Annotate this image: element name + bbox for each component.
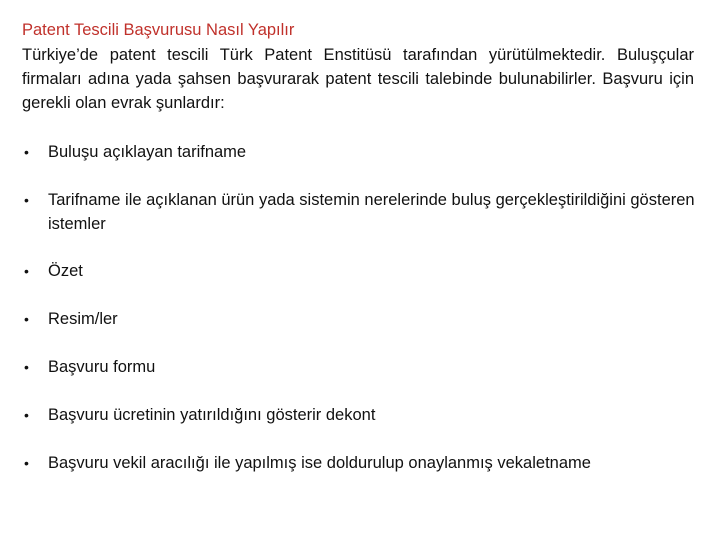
bullet-icon: • xyxy=(24,359,29,375)
bullet-icon: • xyxy=(24,311,29,327)
bullet-icon: • xyxy=(24,263,29,279)
list-item-text: Tarifname ile açıklanan ürün yada sistemin nerelerinde buluş gerçekleştirildiğini gösteren istemler xyxy=(48,191,695,233)
list-item xyxy=(22,355,698,379)
list-item xyxy=(22,307,698,331)
list-item xyxy=(22,403,698,427)
list-item-text: Buluşu açıklayan tarifname xyxy=(48,143,247,161)
list-item xyxy=(22,451,698,475)
intro-paragraph: Türkiye’de patent tescili Türk Patent Enstitüsü tarafından yürütülmektedir. Buluşçular firmaları adına yada şahsen başvurarak patent tescili talebinde bulunabilirler. Başvuru için gerekli olan evrak şunlardır: xyxy=(22,46,694,112)
bullet-icon: • xyxy=(24,407,29,423)
list-item-text: Başvuru ücretinin yatırıldığını gösterir dekont xyxy=(48,406,376,424)
list-item xyxy=(22,140,698,164)
bullet-icon: • xyxy=(24,144,29,160)
list-item-text: Başvuru formu xyxy=(48,358,156,376)
list-item xyxy=(22,188,698,236)
list-item xyxy=(22,259,698,283)
bullet-icon: • xyxy=(24,455,29,471)
list-item-text: Özet xyxy=(48,262,83,280)
list-item-text: Resim/ler xyxy=(48,310,118,328)
list-item-text: Başvuru vekil aracılığı ile yapılmış ise doldurulup onaylanmış vekaletname xyxy=(48,454,591,472)
bullet-icon: • xyxy=(24,192,29,208)
slide-title: Patent Tescili Başvurusu Nasıl Yapılır xyxy=(22,21,295,39)
